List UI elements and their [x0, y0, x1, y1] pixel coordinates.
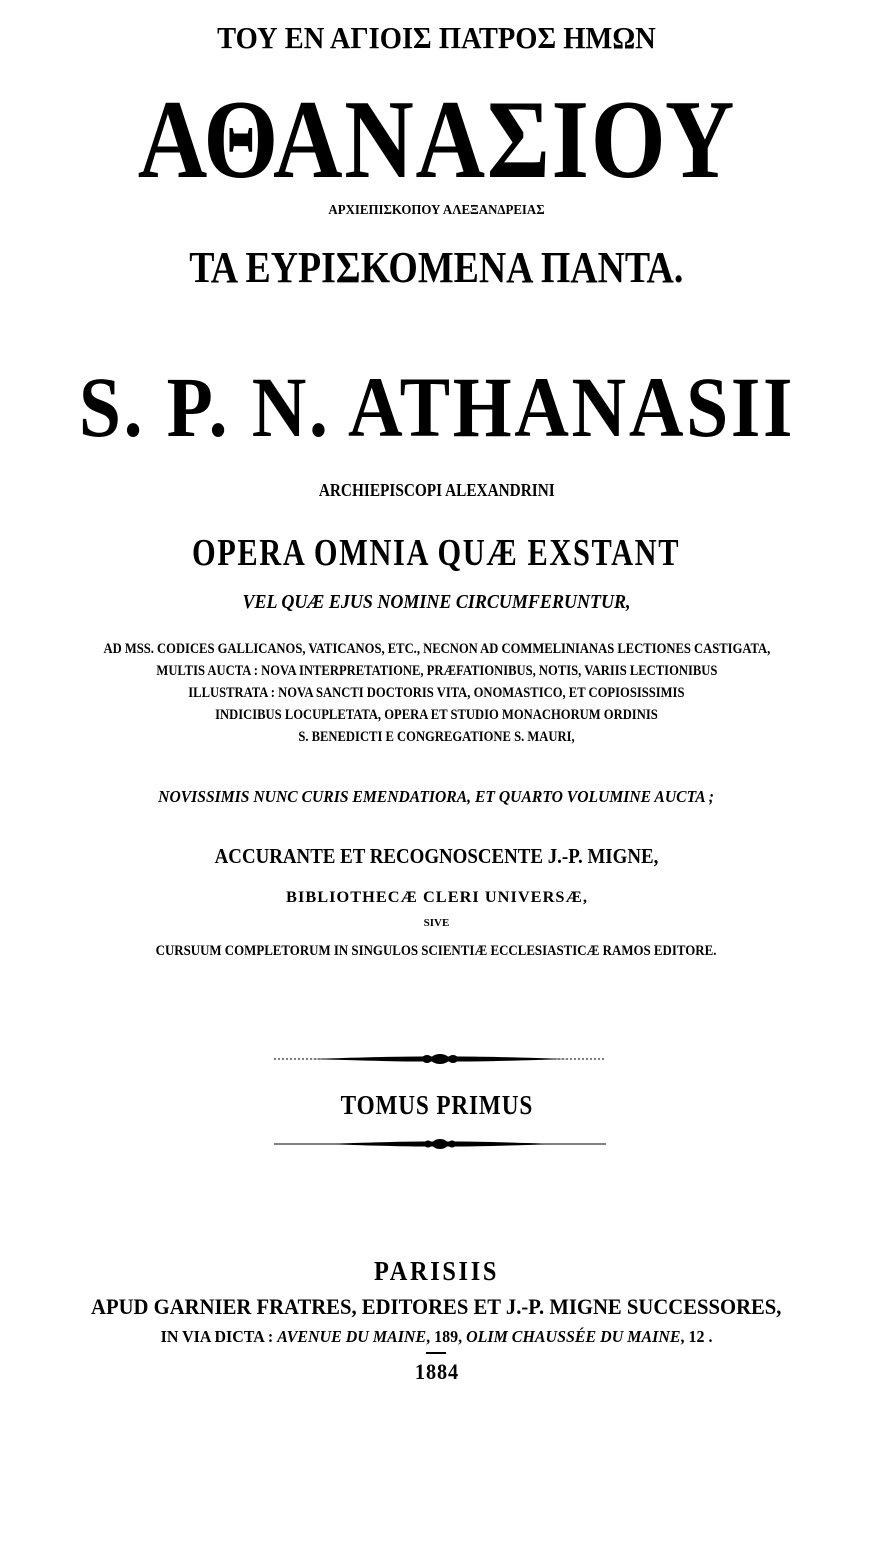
publisher-text: APUD GARNIER FRATRES, EDITORES ET J.-P. MIGNE SUCCESSORES,	[91, 1294, 782, 1319]
greek-author-title-line	[0, 204, 873, 218]
bibliotheca-text: BIBLIOTHECÆ CLERI UNIVERSÆ,	[285, 889, 588, 906]
description-line	[0, 686, 873, 701]
description-text: S. BENEDICTI E CONGREGATIONE S. MAURI,	[298, 729, 575, 745]
address-prefix: IN VIA DICTA :	[160, 1327, 278, 1346]
greek-author-title: ΑΡΧΙΕΠΙΣΚΟΠΟΥ ΑΛΕΞΑΝΔΡΕΙΑΣ	[328, 203, 545, 218]
year-line	[0, 1361, 873, 1383]
vel-line	[0, 592, 873, 612]
year-dash	[426, 1352, 446, 1354]
cursuum-line	[0, 944, 873, 959]
novissimis-line	[0, 788, 873, 805]
bibliotheca-line	[0, 890, 873, 906]
description-line	[0, 642, 873, 657]
greek-works-line	[0, 243, 873, 292]
sive-text: SIVE	[423, 917, 450, 929]
latin-author-name: S. P. N. ATHANASII	[78, 359, 795, 455]
accurante-line	[0, 846, 873, 867]
year-text: 1884	[414, 1359, 459, 1384]
sive-line	[0, 918, 873, 929]
address-text	[161, 1328, 713, 1345]
address-number: , 189,	[426, 1327, 467, 1346]
publisher-line	[0, 1296, 873, 1318]
description-line	[0, 730, 873, 745]
description-line	[0, 708, 873, 723]
novissimis-text: NOVISSIMIS NUNC CURIS EMENDATIORA, ET QUARTO VOLUMINE AUCTA ;	[158, 787, 715, 806]
address-suffix: , 12 .	[680, 1327, 713, 1346]
latin-author-title-line	[0, 481, 873, 499]
volume-title: TOMUS PRIMUS	[340, 1090, 533, 1120]
description-text: AD MSS. CODICES GALLICANOS, VATICANOS, ETC., NECNON AD COMMELINIANAS LECTIONES CASTIGATA,	[103, 641, 770, 657]
latin-author-name-line	[0, 359, 873, 455]
greek-header-text: ΤΟΥ ΕΝ ΑΓΙΟΙΣ ΠΑΤΡΟΣ ΗΜΩΝ	[217, 20, 656, 55]
accurante-text: ACCURANTE ET RECOGNOSCENTE J.-P. MIGNE,	[214, 844, 659, 868]
description-text: ILLUSTRATA : NOVA SANCTI DOCTORIS VITA, ONOMASTICO, ET COPIOSISSIMIS	[188, 685, 685, 701]
city-line	[0, 1258, 873, 1285]
cursuum-text: CURSUUM COMPLETORUM IN SINGULOS SCIENTIÆ ECCLESIASTICÆ RAMOS EDITORE.	[156, 943, 717, 959]
ornamental-rule-top	[270, 1052, 610, 1066]
latin-author-title: ARCHIEPISCOPI ALEXANDRINI	[318, 480, 555, 500]
address-street: AVENUE DU MAINE	[277, 1327, 427, 1346]
volume-line	[0, 1092, 873, 1119]
greek-header-line	[0, 22, 873, 53]
opera-line	[0, 534, 873, 572]
description-text: INDICIBUS LOCUPLETATA, OPERA ET STUDIO MONACHORUM ORDINIS	[215, 707, 658, 723]
greek-author-name-line	[0, 78, 873, 202]
greek-author-name: ΑΘΑΝΑΣΙΟΥ	[137, 78, 736, 202]
description-text: MULTIS AUCTA : NOVA INTERPRETATIONE, PRÆFATIONIBUS, NOTIS, VARIIS LECTIONIBUS	[156, 663, 717, 679]
opera-omnia-title: OPERA OMNIA QUÆ EXSTANT	[192, 532, 681, 574]
description-line	[0, 664, 873, 679]
address-line	[0, 1328, 873, 1345]
city-text: PARISIIS	[373, 1256, 500, 1286]
ornamental-rule-bottom	[270, 1137, 610, 1151]
address-olim: OLIM CHAUSSÉE DU MAINE	[466, 1327, 681, 1346]
vel-subtitle: VEL QUÆ EJUS NOMINE CIRCUMFERUNTUR,	[242, 591, 631, 613]
greek-works-title: ΤΑ ΕΥΡΙΣΚΟΜΕΝΑ ΠΑΝΤΑ.	[189, 243, 684, 292]
